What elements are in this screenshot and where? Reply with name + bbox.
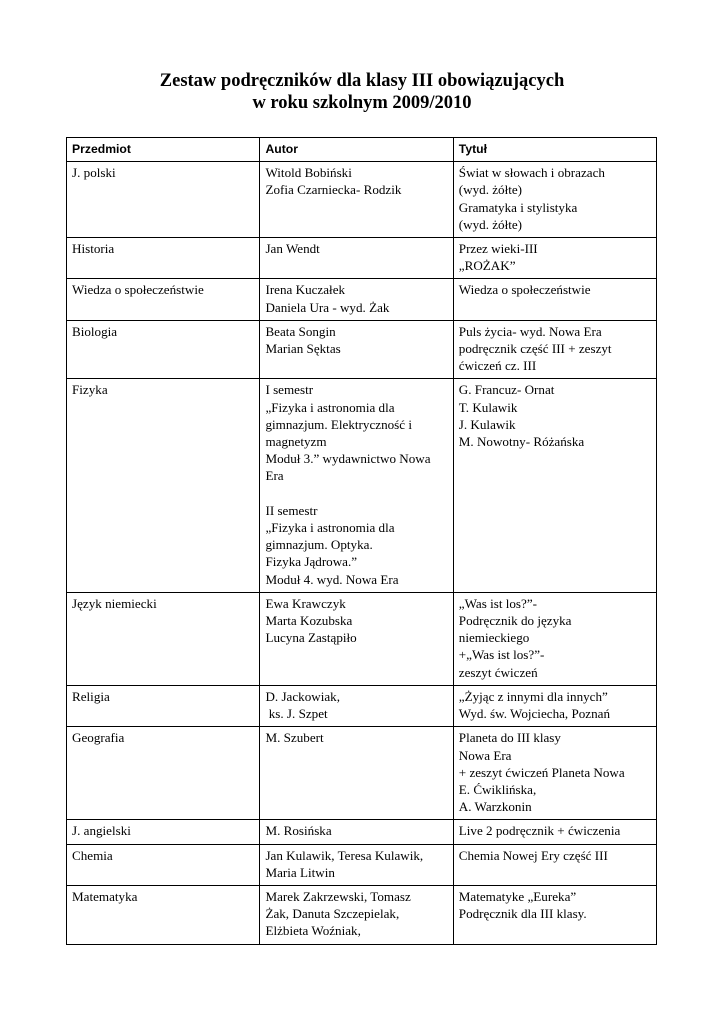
author-cell: Irena Kuczałek Daniela Ura - wyd. Żak	[260, 279, 453, 320]
author-cell: M. Rosińska	[260, 820, 453, 844]
column-header-author: Autor	[260, 138, 453, 162]
column-header-title: Tytuł	[453, 138, 656, 162]
table-row	[67, 844, 657, 885]
author-cell: Jan Kulawik, Teresa Kulawik, Maria Litwin	[260, 844, 453, 885]
title-cell: Przez wieki-III „ROŻAK”	[453, 238, 656, 279]
subject-cell: Wiedza o społeczeństwie	[67, 279, 260, 320]
table-row	[67, 820, 657, 844]
page-title	[0, 70, 724, 114]
title-cell: Puls życia- wyd. Nowa Era podręcznik część III + zeszyt ćwiczeń cz. III	[453, 320, 656, 379]
author-cell: I semestr „Fizyka i astronomia dla gimnazjum. Elektryczność i magnetyzm Moduł 3.” wydawnictwo Nowa Era II semestr „Fizyka i astronomia dla gimnazjum. Optyka. Fizyka Jądrowa.” Moduł 4. wyd. Nowa Era	[260, 379, 453, 592]
title-cell: „Żyjąc z innymi dla innych” Wyd. św. Wojciecha, Poznań	[453, 685, 656, 726]
subject-cell: Matematyka	[67, 885, 260, 944]
author-cell: Beata Songin Marian Sęktas	[260, 320, 453, 379]
table-row	[67, 685, 657, 726]
title-cell: G. Francuz- Ornat T. Kulawik J. Kulawik M. Nowotny- Różańska	[453, 379, 656, 592]
subject-cell: Religia	[67, 685, 260, 726]
title-cell: Live 2 podręcznik + ćwiczenia	[453, 820, 656, 844]
table-header	[67, 138, 657, 162]
textbook-table	[66, 137, 657, 945]
table-row	[67, 592, 657, 685]
column-header-subject: Przedmiot	[67, 138, 260, 162]
table-row	[67, 279, 657, 320]
author-cell: D. Jackowiak, ks. J. Szpet	[260, 685, 453, 726]
title-cell: Chemia Nowej Ery część III	[453, 844, 656, 885]
title-cell: „Was ist los?”- Podręcznik do języka niemieckiego +„Was ist los?”- zeszyt ćwiczeń	[453, 592, 656, 685]
subject-cell: Chemia	[67, 844, 260, 885]
table-body	[67, 162, 657, 944]
subject-cell: Język niemiecki	[67, 592, 260, 685]
author-cell: Marek Zakrzewski, Tomasz Żak, Danuta Szczepielak, Elżbieta Woźniak,	[260, 885, 453, 944]
table-row	[67, 162, 657, 238]
author-cell: Jan Wendt	[260, 238, 453, 279]
page-title-line-2: w roku szkolnym 2009/2010	[252, 93, 472, 113]
page-title-line-1: Zestaw podręczników dla klasy III obowiązujących	[159, 71, 565, 91]
title-cell: Wiedza o społeczeństwie	[453, 279, 656, 320]
author-cell: Ewa Krawczyk Marta Kozubska Lucyna Zastąpiło	[260, 592, 453, 685]
subject-cell: J. angielski	[67, 820, 260, 844]
author-cell: M. Szubert	[260, 727, 453, 820]
subject-cell: J. polski	[67, 162, 260, 238]
author-cell: Witold Bobiński Zofia Czarniecka- Rodzik	[260, 162, 453, 238]
table-row	[67, 238, 657, 279]
subject-cell: Geografia	[67, 727, 260, 820]
table-row	[67, 727, 657, 820]
title-cell: Matematyke „Eureka” Podręcznik dla III klasy.	[453, 885, 656, 944]
subject-cell: Historia	[67, 238, 260, 279]
header-row	[67, 138, 657, 162]
subject-cell: Fizyka	[67, 379, 260, 592]
table-row	[67, 320, 657, 379]
title-cell: Świat w słowach i obrazach (wyd. żółte) Gramatyka i stylistyka (wyd. żółte)	[453, 162, 656, 238]
table-row	[67, 885, 657, 944]
subject-cell: Biologia	[67, 320, 260, 379]
title-cell: Planeta do III klasy Nowa Era + zeszyt ćwiczeń Planeta Nowa E. Ćwiklińska, A. Warzkonin	[453, 727, 656, 820]
table-row	[67, 379, 657, 592]
